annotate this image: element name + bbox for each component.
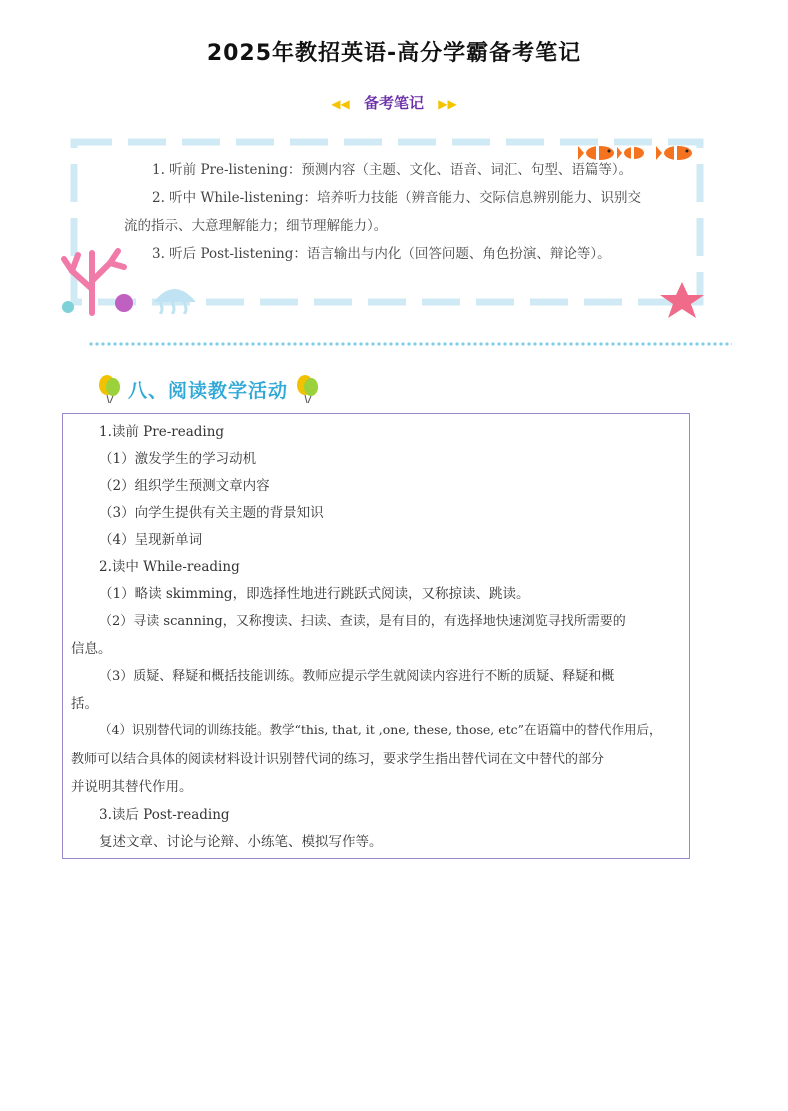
section-title: 八、阅读教学活动 — [128, 379, 289, 402]
note-line-1: 1. 听前 Pre-listening：预测内容（主题、文化、语音、词汇、句型、语篇等）。 — [152, 162, 633, 178]
content-line: 2.读中 While-reading — [99, 559, 240, 575]
content-line: （4）识别替代词的训练技能。教学“this, that, it ,one, these, those, etc”在语篇中的替代作用后， — [99, 722, 662, 737]
content-line: （3）质疑、释疑和概括技能训练。教师应提示学生就阅读内容进行不断的质疑、释疑和概 — [99, 669, 615, 684]
content-line: 括。 — [71, 696, 98, 712]
starfish-icon — [656, 280, 708, 320]
chevron-left-icon: ◀◀ — [331, 97, 350, 111]
content-line: （2）组织学生预测文章内容 — [99, 478, 270, 494]
page-title: 2025年教招英语-高分学霸备考笔记 — [206, 41, 582, 66]
content-line: （2）寻读 scanning，又称搜读、扫读、查读，是有目的，有选择地快速浏览寻找所需要的 — [99, 614, 626, 629]
coral-icon — [52, 245, 142, 317]
content-line: （3）向学生提供有关主题的背景知识 — [99, 505, 324, 521]
content-line: （1）激发学生的学习动机 — [99, 451, 257, 467]
balloon-icon — [96, 374, 122, 404]
fish-icon — [578, 142, 708, 164]
content-line: 信息。 — [71, 641, 112, 657]
chevron-right-icon: ▶▶ — [438, 97, 457, 111]
note-line-4: 3. 听后 Post-listening：语言输出与内化（回答问题、角色扮演、辩论等）。 — [152, 246, 611, 262]
note-line-2: 2. 听中 While-listening：培养听力技能（辨音能力、交际信息辨别能力、识别交 — [152, 190, 642, 206]
content-line: （1）略读 skimming，即选择性地进行跳跃式阅读，又称掠读、跳读。 — [99, 586, 530, 602]
notes-badge — [0, 92, 788, 113]
content-line: 并说明其替代作用。 — [71, 779, 193, 795]
content-line: 复述文章、讨论与论辩、小练笔、模拟写作等。 — [99, 834, 383, 850]
balloon-icon — [294, 374, 320, 404]
content-line: 3.读后 Post-reading — [99, 807, 230, 823]
content-line: 1.读前 Pre-reading — [99, 424, 225, 440]
content-line: 教师可以结合具体的阅读材料设计识别替代词的练习，要求学生指出替代词在文中替代的部分 — [71, 752, 605, 767]
badge-label: 备考笔记 — [363, 94, 424, 112]
note-line-3: 流的指示、大意理解能力；细节理解能力）。 — [124, 218, 388, 234]
dotted-divider — [88, 341, 732, 347]
section-heading — [96, 373, 320, 405]
content-line: （4）呈现新单词 — [99, 532, 203, 548]
jellyfish-icon — [150, 280, 202, 314]
reading-activities-box — [62, 413, 690, 859]
